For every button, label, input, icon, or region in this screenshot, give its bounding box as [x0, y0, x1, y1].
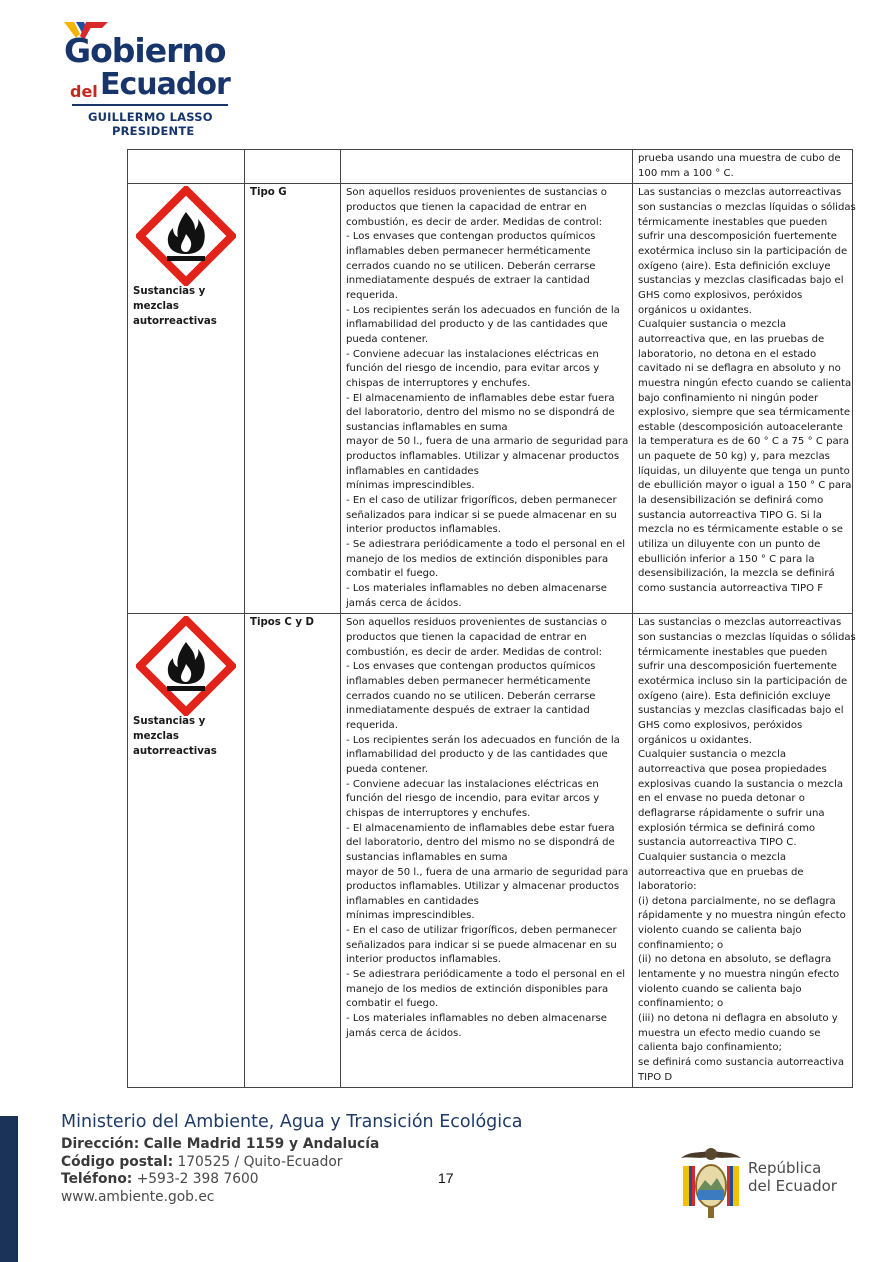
cell-text-line: laboratorio, no detona en el estado — [638, 348, 817, 360]
cell-text-line: son sustancias o mezclas líquidas o sólidas — [638, 201, 856, 213]
cell-text-line: productos inflamables. Utilizar y almacenar productos — [346, 451, 620, 463]
cell-text-line: - Los materiales inflamables no deben almacenarse — [346, 1013, 607, 1025]
cell-text-line: sustancia autorreactiva TIPO G. Si la — [638, 509, 822, 521]
cell-text-line: - En el caso de utilizar frigoríficos, deben permanecer — [346, 495, 617, 507]
cell-text-line: - Los materiales inflamables no deben almacenarse — [346, 583, 607, 595]
address-line — [61, 1136, 523, 1154]
cell-text-line: prueba usando una muestra de cubo de — [638, 153, 841, 164]
address-label: Dirección: — [61, 1136, 140, 1152]
cell-text-line: inmediatamente después de extraer la cantidad — [346, 705, 590, 717]
table-row — [128, 614, 853, 1088]
cell-text-line: manejo de los medios de extinción disponibles para — [346, 983, 609, 995]
tipo-label: Tipos C y D — [250, 617, 315, 629]
tipo-label: Tipo G — [250, 187, 287, 199]
republica-text — [748, 1159, 837, 1195]
cell-text-line: cerrados cuando no se utilicen. Deberán cerrarse — [346, 690, 596, 702]
cell-text-line: un paquete de 50 kg) y, para mezclas — [638, 451, 830, 463]
cell-text-line: exotérmica incluso sin la participación de — [638, 675, 848, 687]
cell-text-line: muestra ningún efecto cuando se calienta — [638, 377, 852, 389]
tipo-cell — [245, 184, 341, 614]
postal-line — [61, 1154, 523, 1172]
coat-of-arms-icon — [675, 1144, 747, 1222]
cell-text-line: - Los envases que contengan productos químicos — [346, 661, 596, 673]
gobierno-ecuador-logo — [58, 18, 243, 136]
cell-text-line: Las sustancias o mezclas autorreactivas — [638, 187, 842, 199]
cell-text-line: autorreactiva que en pruebas de — [638, 866, 804, 878]
cell-text-line: inflamables deben permanecer herméticamente — [346, 675, 591, 687]
cell-text-line: combustión, es decir de arder. Medidas de control: — [346, 646, 603, 658]
cell-empty — [128, 150, 245, 184]
cell-text-line: térmicamente inestables que pueden — [638, 216, 828, 228]
cell-text-line: - Conviene adecuar las instalaciones eléctricas en — [346, 348, 599, 360]
definition-cell — [633, 184, 856, 614]
republica-line1: República — [748, 1159, 822, 1177]
cell-text-line: Son aquellos residuos provenientes de sustancias o — [346, 617, 607, 629]
logo-president-title: PRESIDENTE — [112, 124, 195, 138]
cell-text-line: mezcla no es térmicamente estable o se — [638, 524, 843, 536]
cell-text-line: violento cuando se calienta bajo — [638, 925, 802, 937]
pictogram-cell — [128, 184, 245, 614]
cell-text-line: pueda contener. — [346, 763, 429, 775]
cell-text-line: explosión térmica se definirá como — [638, 822, 816, 834]
logo-del: del — [70, 82, 98, 101]
cell-text-line: manejo de los medios de extinción disponibles para — [346, 553, 609, 565]
cell-text-line: - Los envases que contengan productos químicos — [346, 231, 596, 243]
cell-text-line: Cualquier sustancia o mezcla — [638, 749, 787, 761]
pictogram-label: Sustancias y mezclas autorreactivas — [133, 286, 217, 327]
page-number: 17 — [438, 1170, 454, 1186]
cell-text-line: (i) detona parcialmente, no se deflagra — [638, 895, 836, 907]
cell-text-line: la temperatura es de 60 ° C a 75 ° C para — [638, 436, 850, 448]
cell-text-line: calienta bajo confinamiento; — [638, 1042, 782, 1054]
ghs-flame-pictogram-icon — [136, 616, 236, 716]
postal-value: 170525 / Quito-Ecuador — [177, 1153, 343, 1170]
footer-side-bar — [0, 1116, 18, 1262]
cell-text-line: productos inflamables. Utilizar y almacenar productos — [346, 881, 620, 893]
pictogram-label: Sustancias y mezclas autorreactivas — [133, 716, 217, 757]
cell-text-line: combatir el fuego. — [346, 998, 439, 1010]
cell-text-line: - El almacenamiento de inflamables debe estar fuera — [346, 392, 615, 404]
cell-text-line: ebullición inferior a 150 ° C para la — [638, 553, 815, 565]
cell-text-line: son sustancias o mezclas líquidas o sólidas — [638, 632, 856, 643]
cell-text-line: sufrir una descomposición fuertemente — [638, 231, 838, 243]
logo-president-name: GUILLERMO LASSO — [88, 110, 213, 124]
cell-text-line: explosivo, siempre que sea térmicamente — [638, 407, 851, 419]
cell-empty — [245, 150, 341, 184]
website-link[interactable]: www.ambiente.gob.ec — [61, 1188, 215, 1205]
cell-text-line: desensibilización, la mezcla se definirá — [638, 568, 835, 580]
cell-text-line: Son aquellos residuos provenientes de sustancias o — [346, 187, 607, 199]
cell-text-line: utiliza un diluyente con un punto de — [638, 539, 821, 551]
cell-text-line: (ii) no detona en absoluto, se deflagra — [638, 954, 832, 966]
cell-text-line: inflamabilidad del producto y de las cantidades que — [346, 749, 608, 761]
tipo-cell — [245, 614, 341, 1088]
cell-text-line: Las sustancias o mezclas autorreactivas — [638, 617, 842, 629]
cell-text-line: función del riesgo de incendio, para evitar arcos y — [346, 363, 600, 375]
phone-value: +593-2 398 7600 — [136, 1171, 259, 1187]
cell-text-line: productos que tienen la capacidad de entrar en — [346, 632, 587, 643]
table-row-continuation — [128, 150, 853, 184]
cell-text-line: inflamables en cantidades — [346, 895, 479, 907]
postal-label: Código postal: — [61, 1153, 174, 1170]
cell-text-line: explosivas cuando la sustancia o mezcla — [638, 778, 844, 790]
cell-text-line: mayor de 50 l., fuera de una armario de seguridad para — [346, 866, 629, 878]
cell-text-line: función del riesgo de incendio, para evitar arcos y — [346, 793, 600, 805]
cell-text-line: bajo confinamiento ni ningún poder — [638, 392, 819, 404]
cell-text-line: jamás cerca de ácidos. — [346, 1027, 462, 1039]
cell-text-line: cavitado ni se deflagra en absoluto y no — [638, 363, 841, 375]
address-value: Calle Madrid 1159 y Andalucía — [143, 1136, 380, 1152]
cell-text-line: autorreactiva que posea propiedades — [638, 763, 827, 775]
footer-contact — [61, 1110, 523, 1206]
cell-text-line: mayor de 50 l., fuera de una armario de seguridad para — [346, 436, 629, 448]
cell-text-line: térmicamente inestables que pueden — [638, 646, 828, 658]
control-measures-cell — [341, 614, 633, 1088]
republica-logo — [675, 1144, 855, 1224]
cell-text-line: inflamabilidad del producto y de las cantidades que — [346, 319, 608, 331]
cell-text-line: (iii) no detona ni deflagra en absoluto y — [638, 1013, 838, 1025]
ministerio-title: Ministerio del Ambiente, Agua y Transición Ecológica — [61, 1112, 523, 1132]
phone-label: Teléfono: — [61, 1171, 133, 1187]
control-measures-cell — [341, 184, 633, 614]
cell-text-line: pueda contener. — [346, 333, 429, 345]
cell-text-line: autorreactiva que, en las pruebas de — [638, 333, 825, 345]
cell-text-line: se definirá como sustancia autorreactiva — [638, 1057, 845, 1069]
cell-text-line: chispas de interruptores y enchufes. — [346, 807, 531, 819]
cell-text-line: - En el caso de utilizar frigoríficos, deben permanecer — [346, 925, 617, 937]
logo-divider — [72, 104, 228, 106]
cell-text-line: requerida. — [346, 719, 398, 731]
cell-text-line: confinamiento; o — [638, 998, 724, 1010]
cell-text-line: muestra un efecto medio cuando se — [638, 1027, 821, 1039]
cell-text-line: chispas de interruptores y enchufes. — [346, 377, 531, 389]
pictogram-cell — [128, 614, 245, 1088]
cell-text-line: - Los recipientes serán los adecuados en función de la — [346, 734, 620, 746]
cell-text-line: señalizados para indicar si se puede almacenar en su — [346, 509, 617, 521]
cell-text-line: 100 mm a 100 ° C. — [638, 167, 734, 179]
cell-text-line: la desensibilización se definirá como — [638, 495, 824, 507]
cell-text-line: deflagrarse rápidamente o sufrir una — [638, 807, 825, 819]
cell-text-line: interior productos inflamables. — [346, 524, 501, 536]
cell-text-line: orgánicos u oxidantes. — [638, 734, 753, 746]
republica-line2: del Ecuador — [748, 1177, 837, 1195]
cell-text-line: laboratorio: — [638, 881, 697, 893]
cell-text-line: jamás cerca de ácidos. — [346, 597, 462, 609]
cell-text-line: Cualquier sustancia o mezcla — [638, 319, 787, 331]
hazard-table — [127, 149, 856, 1088]
logo-line-ecuador: Ecuador — [100, 67, 230, 102]
cell-text-line: - Conviene adecuar las instalaciones eléctricas en — [346, 778, 599, 790]
cell-text-line: GHS como explosivos, peróxidos — [638, 719, 803, 731]
cell-text-line: combustión, es decir de arder. Medidas de control: — [346, 216, 603, 228]
cell-empty — [341, 150, 633, 184]
cell-text-line: productos que tienen la capacidad de entrar en — [346, 201, 587, 213]
cell-text-line: inmediatamente después de extraer la cantidad — [346, 275, 590, 287]
cell-text-line: orgánicos u oxidantes. — [638, 304, 753, 316]
cell-text-line: de ebullición mayor o igual a 150 ° C para — [638, 480, 852, 492]
cell-text-line: - Los recipientes serán los adecuados en función de la — [346, 304, 620, 316]
cell-text-line: sustancias inflamables en suma — [346, 851, 508, 863]
cell-text-line: exotérmica incluso sin la participación de — [638, 245, 848, 257]
cell-text-line: señalizados para indicar si se puede almacenar en su — [346, 939, 617, 951]
cell-text-line: inflamables en cantidades — [346, 465, 479, 477]
cell-text-line: mínimas imprescindibles. — [346, 480, 475, 492]
cell-text-line: interior productos inflamables. — [346, 954, 501, 966]
cell-text-line: confinamiento; o — [638, 939, 724, 951]
cell-text-line: - Se adiestrara periódicamente a todo el personal en el — [346, 969, 626, 981]
cell-text-line: violento cuando se calienta bajo — [638, 983, 802, 995]
cell-text-line: Cualquier sustancia o mezcla — [638, 851, 787, 863]
cell-text-line: sustancias inflamables en suma — [346, 421, 508, 433]
cell-text-line: oxígeno (aire). Esta definición excluye — [638, 260, 831, 272]
cell-text-line: líquidas, un diluyente que tenga un punto — [638, 465, 850, 477]
ghs-flame-pictogram-icon — [136, 186, 236, 286]
cell-definition-continued — [633, 150, 853, 184]
cell-text-line: del laboratorio, dentro del mismo no se dispondrá de — [346, 407, 615, 419]
cell-text-line: requerida. — [346, 289, 398, 301]
cell-text-line: mínimas imprescindibles. — [346, 910, 475, 922]
cell-text-line: inflamables deben permanecer herméticamente — [346, 245, 591, 257]
cell-text-line: sufrir una descomposición fuertemente — [638, 661, 838, 673]
cell-text-line: estable (descomposición autoacelerante — [638, 421, 843, 433]
cell-text-line: GHS como explosivos, peróxidos — [638, 289, 803, 301]
cell-text-line: combatir el fuego. — [346, 568, 439, 580]
cell-text-line: rápidamente y no muestra ningún efecto — [638, 910, 846, 922]
logo-line-gobierno: Gobierno — [64, 31, 226, 70]
cell-text-line: oxígeno (aire). Esta definición excluye — [638, 690, 831, 702]
cell-text-line: como sustancia autorreactiva TIPO F — [638, 583, 824, 595]
cell-text-line: TIPO D — [638, 1071, 673, 1083]
cell-text-line: - El almacenamiento de inflamables debe estar fuera — [346, 822, 615, 834]
cell-text-line: en el envase no pueda detonar o — [638, 793, 805, 805]
cell-text-line: lentamente y no muestra ningún efecto — [638, 969, 840, 981]
cell-text-line: sustancias y mezclas clasificadas bajo el — [638, 275, 844, 287]
table-row — [128, 184, 853, 614]
definition-cell — [633, 614, 856, 1088]
cell-text-line: del laboratorio, dentro del mismo no se dispondrá de — [346, 837, 615, 849]
cell-text-line: cerrados cuando no se utilicen. Deberán cerrarse — [346, 260, 596, 272]
cell-text-line: - Se adiestrara periódicamente a todo el personal en el — [346, 539, 626, 551]
cell-text-line: sustancia autorreactiva TIPO C. — [638, 837, 797, 849]
cell-text-line: sustancias y mezclas clasificadas bajo el — [638, 705, 844, 717]
